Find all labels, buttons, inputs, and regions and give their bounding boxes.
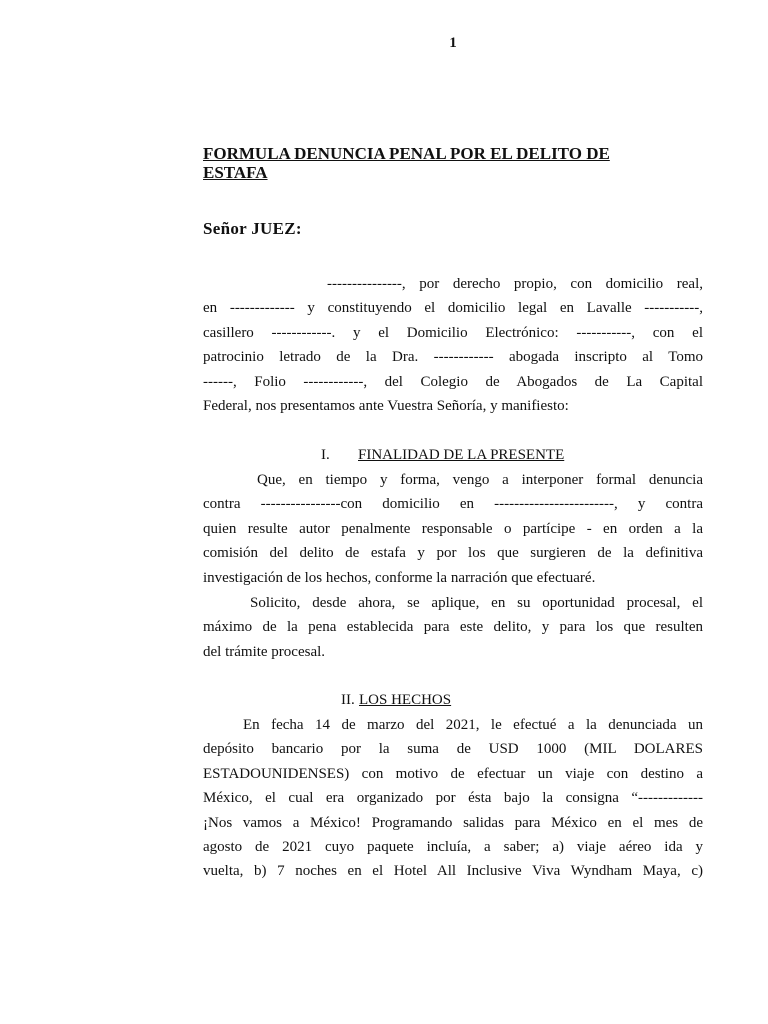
paragraph-line: Solicito, desde ahora, se aplique, en su oportunidad procesal, el [250, 595, 703, 611]
paragraph-line: agosto de 2021 cuyo paquete incluía, a saber; a) viaje aéreo ida y [203, 838, 703, 855]
section-heading-2 [341, 690, 541, 710]
paragraph-line: investigación de los hechos, conforme la narración que efectuaré. [203, 569, 596, 586]
section-number: I. [321, 447, 330, 463]
paragraph-line: ESTADOUNIDENSES) con motivo de efectuar un viaje con destino a [203, 765, 703, 782]
intro-paragraph [203, 272, 703, 418]
title-line-1: FORMULA DENUNCIA PENAL POR EL DELITO DE [203, 144, 610, 163]
paragraph-line: ---------------, por derecho propio, con domicilio real, [327, 276, 703, 292]
section-2-paragraph [203, 713, 703, 884]
paragraph-line: patrocinio letrado de la Dra. ------------ abogada inscripto al Tomo [203, 349, 703, 366]
document-title [203, 144, 703, 182]
section-1-paragraph-2 [203, 591, 703, 664]
paragraph-line: ¡Nos vamos a México! Programando salidas para México en el mes de [203, 814, 703, 831]
paragraph-line: México, el cual era organizado por ésta bajo la consigna “------------- [203, 790, 703, 807]
paragraph-line: en ------------- y constituyendo el domicilio legal en Lavalle -----------, [203, 300, 703, 317]
paragraph-line: ------, Folio ------------, del Colegio de Abogados de La Capital [203, 373, 703, 390]
paragraph-line: depósito bancario por la suma de USD 1000 (MIL DOLARES [203, 741, 703, 758]
paragraph-line: quien resulte autor penalmente responsable o partícipe - en orden a la [203, 520, 703, 537]
section-1-paragraph-1 [203, 468, 703, 590]
paragraph-line: Que, en tiempo y forma, vengo a interponer formal denuncia [257, 472, 703, 488]
paragraph-line: En fecha 14 de marzo del 2021, le efectué a la denunciada un [243, 717, 703, 733]
paragraph-line: vuelta, b) 7 noches en el Hotel All Inclusive Viva Wyndham Maya, c) [203, 863, 703, 880]
paragraph-line: del trámite procesal. [203, 643, 326, 660]
paragraph-line: casillero ------------. y el Domicilio Electrónico: -----------, con el [203, 324, 703, 341]
section-title: LOS HECHOS [359, 692, 452, 708]
paragraph-line: Federal, nos presentamos ante Vuestra Señoría, y manifiesto: [203, 397, 569, 414]
paragraph-line: máximo de la pena establecida para este delito, y para los que resulten [203, 619, 703, 636]
page-number: 1 [449, 35, 457, 51]
section-heading-1 [321, 445, 621, 465]
paragraph-line: comisión del delito de estafa y por los que surgieren de la definitiva [203, 545, 703, 562]
greeting: Señor JUEZ: [203, 219, 302, 238]
section-title: FINALIDAD DE LA PRESENTE [358, 447, 565, 463]
paragraph-line: contra ----------------con domicilio en ------------------------, y contra [203, 496, 703, 513]
section-number: II. [341, 692, 355, 708]
title-line-2: ESTAFA [203, 163, 268, 182]
